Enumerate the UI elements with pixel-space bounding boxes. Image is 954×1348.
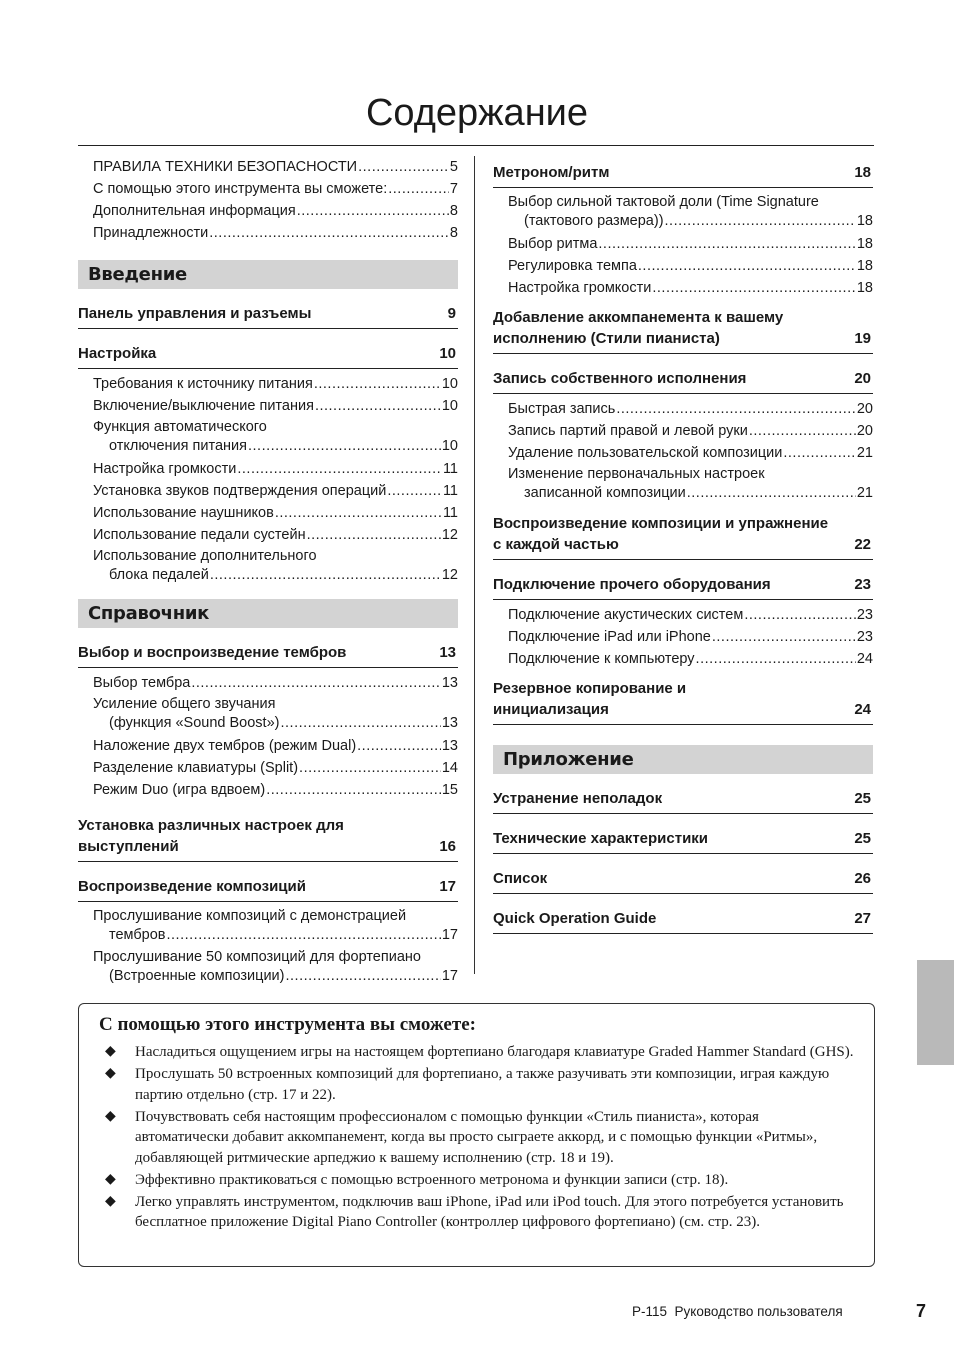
diamond-bullet-icon: ◆ xyxy=(105,1193,116,1209)
toc-chapter-troubleshooting[interactable]: Устранение неполадок 25 xyxy=(493,782,873,814)
toc-chapter-backup[interactable]: Резервное копирование и инициализация 24 xyxy=(493,672,873,725)
toc-entry[interactable]: Прослушивание композиций с демонстрацией тембров ..... 17 xyxy=(93,906,458,947)
footer-manual-reference: P-115 Руководство пользователя xyxy=(632,1304,843,1319)
toc-entry[interactable]: Разделение клавиатуры (Split) ..... 14 xyxy=(93,757,458,779)
toc-chapter-practice[interactable]: Воспроизведение композиции и упражнение с каждой частью 22 xyxy=(493,507,873,560)
toc-entry[interactable]: Подключение акустических систем ..... 23 xyxy=(508,604,873,626)
feature-item: ◆ Легко управлять инструментом, подключив ваш iPhone, iPad или iPod touch. Для этого потребуется установить бесплатное приложение Digital Piano Controller (контроллер цифрового фортепиано) (см. стр. 23). xyxy=(99,1192,856,1233)
feature-item: ◆ Прослушать 50 встроенных композиций для фортепиано, а также разучивать эти композиции, играя каждую партию отдельно (стр. 17 и 22). xyxy=(99,1064,856,1105)
page-number: 7 xyxy=(916,1301,927,1321)
toc-metronome-group xyxy=(493,192,873,299)
toc-entry[interactable]: Быстрая запись ..... 20 xyxy=(508,398,873,420)
toc-entry[interactable]: Настройка громкости ..... 11 xyxy=(93,458,458,480)
toc-chapter-quick-guide[interactable]: Quick Operation Guide 27 xyxy=(493,902,873,934)
features-box xyxy=(78,1003,875,1267)
toc-entry[interactable]: Режим Duo (игра вдвоем) ..... 15 xyxy=(93,779,458,801)
feature-item: ◆ Почувствовать себя настоящим профессионалом с помощью функции «Стиль пианиста», которая автоматически добавит аккомпанемент, когда вы просто сыграете аккорд, и с помощью функции «Ритмы», добавляющей ритмические арпеджио к вашему исполнению (стр. 18 и 19). xyxy=(99,1107,856,1169)
toc-entry[interactable]: Функция автоматического отключения питания ..... 10 xyxy=(93,417,458,458)
toc-chapter-list[interactable]: Список 26 xyxy=(493,862,873,894)
toc-entry[interactable]: Подключение iPad или iPhone ..... 23 xyxy=(508,626,873,648)
chapter-side-tab xyxy=(917,960,954,1065)
diamond-bullet-icon: ◆ xyxy=(105,1108,116,1124)
toc-voices-group xyxy=(78,672,458,801)
toc-entry[interactable]: Требования к источнику питания ..... 10 xyxy=(93,373,458,395)
page-title: Содержание xyxy=(365,92,589,134)
toc-entry[interactable]: Удаление пользовательской композиции ..... 21 xyxy=(508,442,873,464)
toc-entry[interactable]: Запись партий правой и левой руки ..... 20 xyxy=(508,420,873,442)
toc-right-column xyxy=(493,156,873,934)
toc-entry[interactable]: Дополнительная информация ..... 8 xyxy=(93,200,458,222)
toc-recording-group xyxy=(493,398,873,505)
toc-entry[interactable]: Настройка громкости ..... 18 xyxy=(508,277,873,299)
diamond-bullet-icon: ◆ xyxy=(105,1044,116,1059)
toc-chapter-voices[interactable]: Выбор и воспроизведение тембров 13 xyxy=(78,636,458,668)
section-appendix-heading: Приложение xyxy=(493,745,873,774)
toc-songs-group xyxy=(78,906,458,988)
title-rule xyxy=(78,145,874,146)
toc-entry[interactable]: Принадлежности ..... 8 xyxy=(93,222,458,244)
toc-chapter-setup[interactable]: Настройка 10 xyxy=(78,337,458,369)
toc-entry[interactable]: Использование наушников ..... 11 xyxy=(93,502,458,524)
toc-chapter-performance[interactable]: Установка различных настроек для выступлений 16 xyxy=(78,809,458,862)
toc-connect-group xyxy=(493,604,873,670)
toc-entry[interactable]: Установка звуков подтверждения операций ..... 11 xyxy=(93,480,458,502)
diamond-bullet-icon: ◆ xyxy=(105,1171,116,1187)
toc-chapter-recording[interactable]: Запись собственного исполнения 20 xyxy=(493,362,873,394)
features-heading: С помощью этого инструмента вы сможете: xyxy=(99,1014,476,1035)
toc-entry[interactable]: Выбор ритма ..... 18 xyxy=(508,233,873,255)
toc-entry[interactable]: Использование педали сустейн ..... 12 xyxy=(93,524,458,546)
section-intro-heading: Введение xyxy=(78,260,458,289)
toc-entry[interactable]: Усиление общего звучания (функция «Sound Boost») ..... 13 xyxy=(93,694,458,735)
toc-entry[interactable]: Выбор тембра ..... 13 xyxy=(93,672,458,694)
toc-entry[interactable]: Прослушивание 50 композиций для фортепиано (Встроенные композиции) ..... 17 xyxy=(93,947,458,988)
toc-entry[interactable]: ПРАВИЛА ТЕХНИКИ БЕЗОПАСНОСТИ ..... 5 xyxy=(93,156,458,178)
toc-chapter-songs[interactable]: Воспроизведение композиций 17 xyxy=(78,870,458,902)
toc-chapter-metronome[interactable]: Метроном/ритм 18 xyxy=(493,156,873,188)
diamond-bullet-icon: ◆ xyxy=(105,1066,116,1081)
toc-entry[interactable]: С помощью этого инструмента вы сможете: ..... 7 xyxy=(93,178,458,200)
section-reference-heading: Справочник xyxy=(78,599,458,628)
toc-entry[interactable]: Использование дополнительного блока педалей ..... 12 xyxy=(93,546,458,587)
toc-chapter-styles[interactable]: Добавление аккомпанемента к вашему исполнению (Стили пианиста) 19 xyxy=(493,301,873,354)
toc-setup-group xyxy=(78,373,458,587)
toc-left-column xyxy=(78,156,458,988)
toc-intro-group xyxy=(78,156,458,244)
column-divider xyxy=(474,156,475,974)
toc-chapter-connect[interactable]: Подключение прочего оборудования 23 xyxy=(493,568,873,600)
feature-item: ◆ Эффективно практиковаться с помощью встроенного метронома и функции записи (стр. 18). xyxy=(99,1170,856,1191)
toc-chapter-panel[interactable]: Панель управления и разъемы 9 xyxy=(78,297,458,329)
toc-chapter-specs[interactable]: Технические характеристики 25 xyxy=(493,822,873,854)
toc-entry[interactable]: Наложение двух тембров (режим Dual) ..... 13 xyxy=(93,735,458,757)
feature-item: ◆ Насладиться ощущением игры на настоящем фортепиано благодаря клавиатуре Graded Hammer Standard (GHS). xyxy=(99,1042,856,1063)
toc-entry[interactable]: Подключение к компьютеру ..... 24 xyxy=(508,648,873,670)
toc-entry[interactable]: Выбор сильной тактовой доли (Time Signature (тактового размера)) ..... 18 xyxy=(508,192,873,233)
toc-entry[interactable]: Включение/выключение питания ..... 10 xyxy=(93,395,458,417)
toc-entry[interactable]: Регулировка темпа ..... 18 xyxy=(508,255,873,277)
toc-entry[interactable]: Изменение первоначальных настроек записанной композиции ..... 21 xyxy=(508,464,873,505)
